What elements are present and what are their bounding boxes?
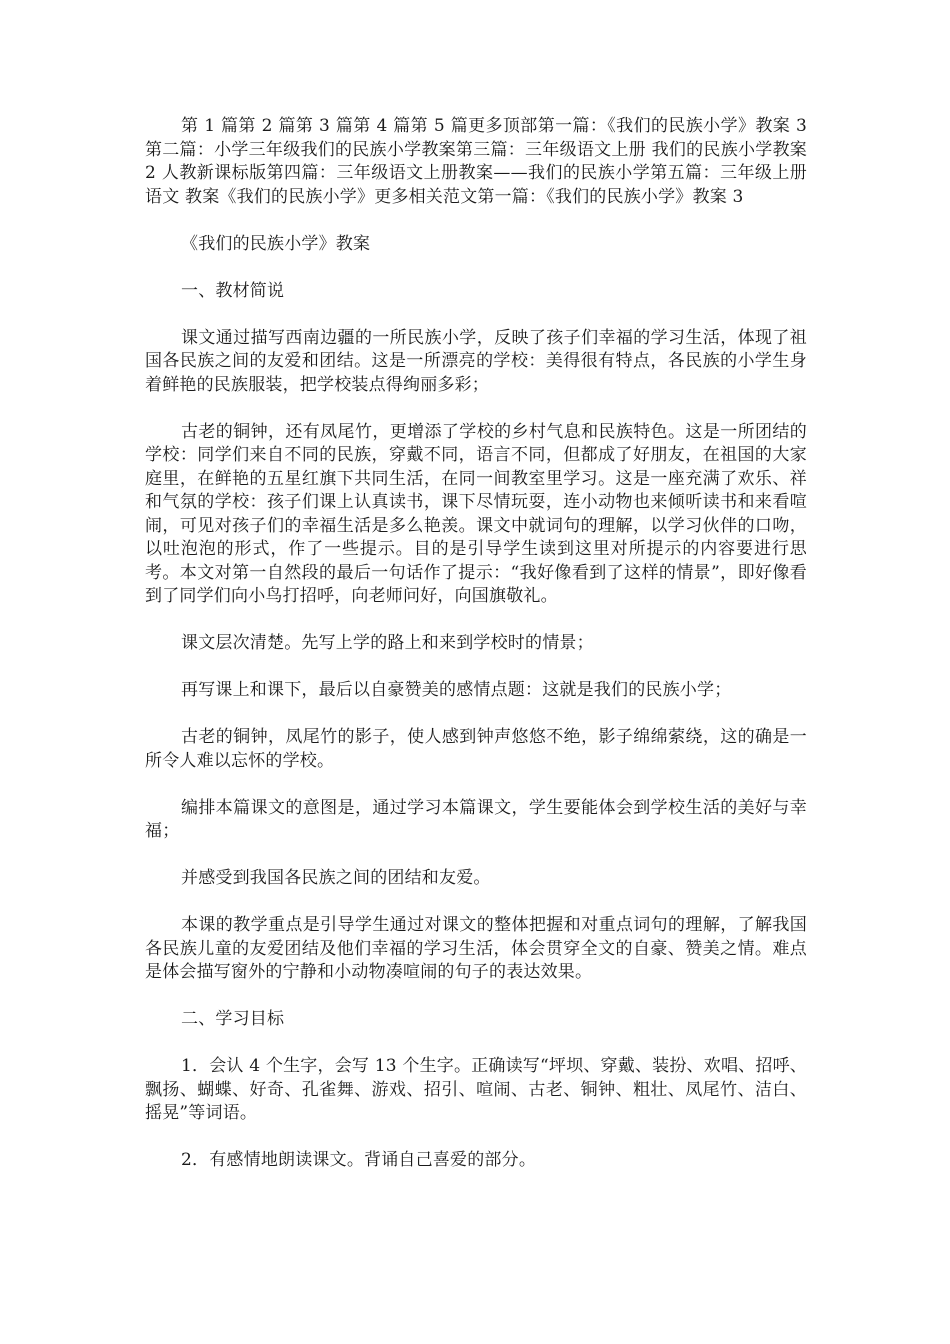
body-paragraph: 课文层次清楚。先写上学的路上和来到学校时的情景； [181, 633, 594, 653]
body-paragraph: 并感受到我国各民族之间的团结和友爱。 [181, 868, 491, 888]
objective-item: 1．会认 4 个生字，会写 13 个生字。正确读写“坪坝、穿戴、装扮、欢唱、招呼、飘扬、蝴蝶、好奇、孔雀舞、游戏、招引、喧闹、古老、铜钟、粗壮、凤尾竹、洁白、摇晃”等词语。 [145, 1056, 807, 1123]
body-paragraph: 古老的铜钟，还有凤尾竹，更增添了学校的乡村气息和民族特色。这是一所团结的学校：同学们来自不同的民族，穿戴不同，语言不同，但都成了好朋友，在祖国的大家庭里，在鲜艳的五星红旗下共同生活，在同一间教室里学习。这是一座充满了欢乐、祥和气氛的学校：孩子们课上认真读书，课下尽情玩耍，连小动物也来倾听读书和来看喧闹，可见对孩子们的幸福生活是多么艳羡。课文中就词句的理解，以学习伙伴的口吻，以吐泡泡的形式，作了一些提示。目的是引导学生读到这里对所提示的内容要进行思考。本文对第一自然段的最后一句话作了提示：“我好像看到了这样的情景”，即好像看到了同学们向小鸟打招呼，向老师问好，向国旗敬礼。 [145, 421, 807, 606]
section-heading-materials: 一、教材简说 [181, 280, 285, 301]
objective-item: 2．有感情地朗读课文。背诵自己喜爱的部分。 [181, 1150, 537, 1170]
document-page [145, 115, 807, 1196]
body-paragraph: 课文通过描写西南边疆的一所民族小学，反映了孩子们幸福的学习生活，体现了祖国各民族之间的友爱和团结。这是一所漂亮的学校：美得很有特点，各民族的小学生身着鲜艳的民族服装，把学校装点得绚丽多彩； [145, 327, 807, 395]
article-navigation-paragraph: 第 1 篇第 2 篇第 3 篇第 4 篇第 5 篇更多顶部第一篇：《我们的民族小学》教案 3 第二篇：小学三年级我们的民族小学教案第三篇：三年级语文上册 我们的民族小学教案 2 人教新课标版第四篇：三年级语文上册教案——我们的民族小学第五篇：三年级上册 语文 教案《我们的民族小学》更多相关范文第一篇：《我们的民族小学》教案 3 [145, 116, 807, 207]
document-title: 《我们的民族小学》教案 [181, 233, 371, 254]
section-heading-objectives: 二、学习目标 [181, 1009, 285, 1029]
body-paragraph: 编排本篇课文的意图是，通过学习本篇课文，学生要能体会到学校生活的美好与幸福； [145, 797, 807, 841]
body-paragraph: 本课的教学重点是引导学生通过对课文的整体把握和对重点词句的理解，了解我国各民族儿童的友爱团结及他们幸福的学习生活，体会贯穿全文的自豪、赞美之情。难点是体会描写窗外的宁静和小动物凑喧闹的句子的表达效果。 [145, 915, 807, 982]
body-paragraph: 再写课上和课下，最后以自豪赞美的感情点题：这就是我们的民族小学； [181, 680, 732, 700]
body-paragraph: 古老的铜钟，凤尾竹的影子，使人感到钟声悠悠不绝，影子绵绵萦绕，这的确是一所令人难以忘怀的学校。 [145, 727, 807, 771]
